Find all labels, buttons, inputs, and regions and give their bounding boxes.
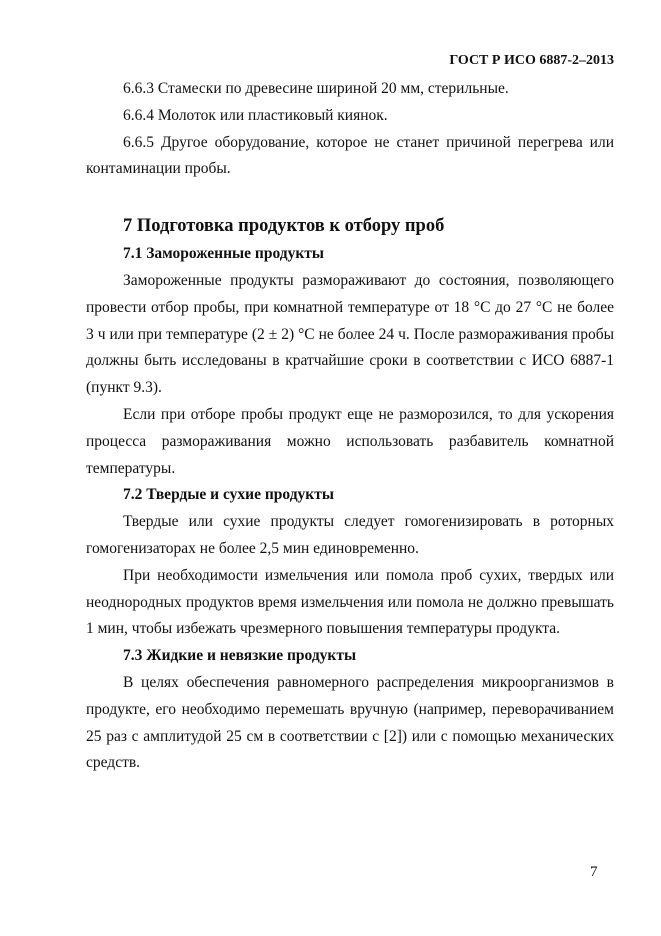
paragraph-7-2-b: При необходимости измельчения или помола проб сухих, твердых или неоднородных продуктов время измельчения или помола не должно превышать 1 мин, чтобы избежать чрезмерного повышения температуры продукта.	[86, 566, 614, 638]
subsection-7-3-title: 7.3 Жидкие и невязкие продукты	[123, 647, 357, 665]
page-number: 7	[590, 864, 598, 880]
paragraph-7-2-a: Твердые или сухие продукты следует гомогенизировать в роторных гомогенизаторах не более 2,5 мин единовременно.	[86, 513, 614, 557]
section-7-title: 7 Подготовка продуктов к отбору проб	[123, 216, 445, 237]
paragraph-6-6-3: 6.6.3 Стамески по древесине шириной 20 мм, стерильные.	[123, 80, 509, 97]
paragraph-7-1-b: Если при отборе пробы продукт еще не разморозился, то для ускорения процесса размораживания можно использовать разбавитель комнатной температуры.	[86, 405, 614, 477]
paragraph-7-1-a: Замороженные продукты размораживают до состояния, позволяющего провести отбор пробы, при комнатной температуре от 18 °С до 27 °С не более 3 ч или при температуре (2 ± 2) °С не более 24 ч. После размораживания пробы должны быть исследованы в кратчайшие сроки в соответствии с ИСО 6887-1 (пункт 9.3).	[86, 271, 614, 397]
subsection-7-2-title: 7.2 Твердые и сухие продукты	[123, 486, 334, 504]
page-content	[86, 76, 614, 777]
paragraph-6-6-5: 6.6.5 Другое оборудование, которое не станет причиной перегрева или контаминации пробы.	[86, 133, 614, 178]
paragraph-7-3-a: В целях обеспечения равномерного распределения микроорганизмов в продукте, его необходимо перемешать вручную (например, переворачиванием 25 раз с амплитудой 25 см в соответствии с [2]) или с помощью механических средств.	[86, 673, 614, 772]
subsection-7-1-title: 7.1 Замороженные продукты	[123, 245, 324, 263]
standard-code-header: ГОСТ Р ИСО 6887-2–2013	[449, 53, 614, 68]
paragraph-6-6-4: 6.6.4 Молоток или пластиковый киянок.	[123, 106, 388, 124]
